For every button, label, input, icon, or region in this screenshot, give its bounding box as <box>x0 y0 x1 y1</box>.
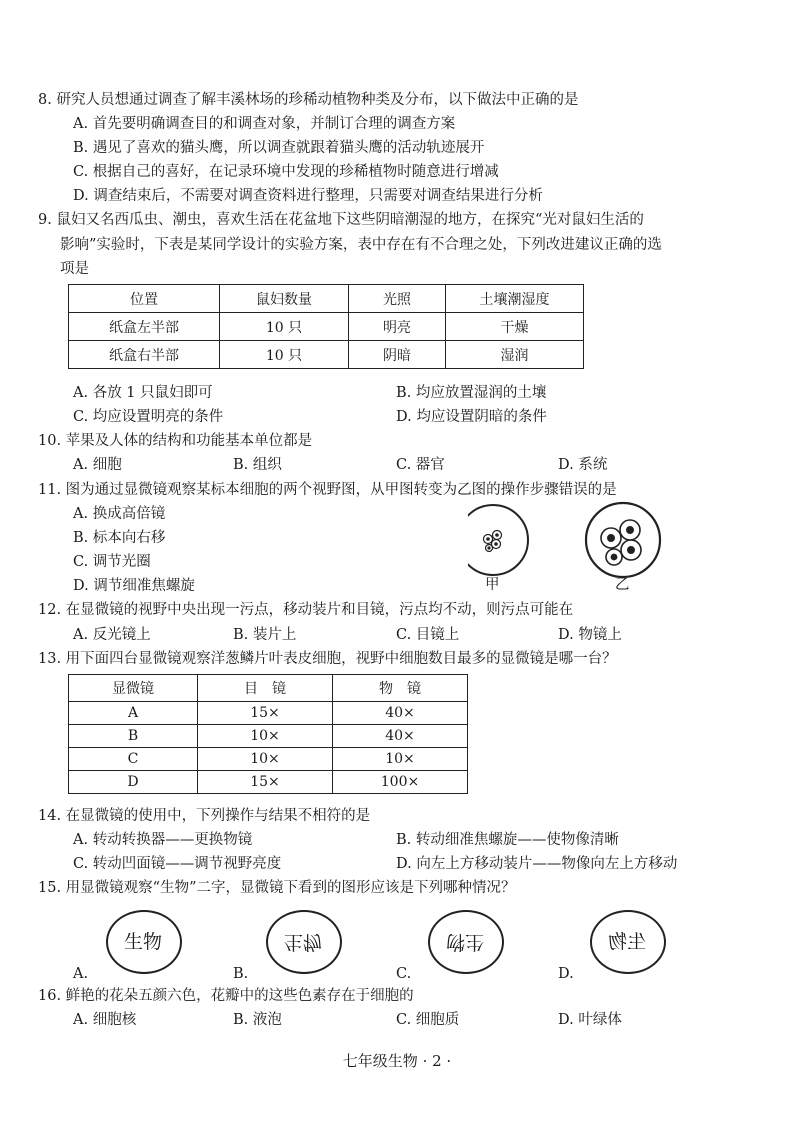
view-yi-circle <box>586 503 660 577</box>
q11-option-a: A. 换成高倍镜 <box>73 506 166 522</box>
table-row <box>69 771 468 794</box>
q12-option-a: A. 反光镜上 <box>73 627 151 643</box>
small-cells-cluster <box>484 531 502 552</box>
q16-stem: 16. 鲜艳的花朵五颜六色，花瓣中的这些色素存在于细胞的 <box>38 988 414 1004</box>
q11-label-jia: 甲 <box>485 577 500 593</box>
q9-stem-line3: 项是 <box>60 261 89 277</box>
table-cell: B <box>69 725 198 748</box>
table-cell: 10× <box>198 748 333 771</box>
table-cell: 纸盒右半部 <box>69 341 220 369</box>
q12-option-c: C. 目镜上 <box>396 627 460 643</box>
q9-stem-line1: 9. 鼠妇又名西瓜虫、潮虫，喜欢生活在花盆地下这些阴暗潮湿的地方，在探究“光对鼠妇生活的 <box>38 212 644 228</box>
table-cell: 10× <box>198 725 333 748</box>
q9-stem-line2: 影响”实验时，下表是某同学设计的实验方案，表中存在有不合理之处，下列改进建议正确的选 <box>60 237 662 253</box>
q15-option-c-word: 生物 <box>446 931 485 953</box>
table-cell: 纸盒左半部 <box>69 313 220 341</box>
q14-stem: 14. 在显微镜的使用中，下列操作与结果不相符的是 <box>38 808 371 824</box>
table-header-row <box>69 675 468 702</box>
q15-option-a-word: 生物 <box>124 931 163 953</box>
q15-option-b-word: 生物 <box>284 931 323 953</box>
q9-option-c: C. 均应设置明亮的条件 <box>73 409 224 425</box>
table-header-cell: 鼠妇数量 <box>220 285 349 313</box>
q8-stem: 8. 研究人员想通过调查了解丰溪林场的珍稀动植物种类及分布，以下做法中正确的是 <box>38 92 579 108</box>
table-header-cell: 物 镜 <box>333 675 468 702</box>
table-cell: 40× <box>333 725 468 748</box>
table-cell: 干燥 <box>446 313 584 341</box>
table-cell: 阴暗 <box>349 341 446 369</box>
table-cell: 明亮 <box>349 313 446 341</box>
page-footer: 七年级生物 · 2 · <box>342 1052 452 1070</box>
table-header-cell: 光照 <box>349 285 446 313</box>
table-row <box>69 341 584 369</box>
q8-option-b: B. 遇见了喜欢的猫头鹰，所以调查就跟着猫头鹰的活动轨迹展开 <box>73 140 485 156</box>
q12-stem: 12. 在显微镜的视野中央出现一污点，移动装片和目镜，污点均不动，则污点可能在 <box>38 602 574 618</box>
table-cell: 100× <box>333 771 468 794</box>
table-header-cell: 土壤潮湿度 <box>446 285 584 313</box>
q10-option-c: C. 器官 <box>396 457 445 473</box>
q15-option-d-label: D. <box>558 966 574 982</box>
q15-option-c-label: C. <box>396 966 412 982</box>
q8-option-c: C. 根据自己的喜好，在记录环境中发现的珍稀植物时随意进行增减 <box>73 164 499 180</box>
table-cell: D <box>69 771 198 794</box>
table-row <box>69 702 468 725</box>
table-cell: 10× <box>333 748 468 771</box>
q16-option-c: C. 细胞质 <box>396 1012 460 1028</box>
table-cell: 40× <box>333 702 468 725</box>
table-cell: C <box>69 748 198 771</box>
q12-option-d: D. 物镜上 <box>558 627 622 643</box>
q15-stem: 15. 用显微镜观察“生物”二字，显微镜下看到的图形应该是下列哪种情况？ <box>38 880 516 896</box>
table-cell: 15× <box>198 702 333 725</box>
q8-option-a: A. 首先要明确调查目的和调查对象，并制订合理的调查方案 <box>73 116 456 132</box>
q9-option-b: B. 均应放置湿润的土壤 <box>396 385 547 401</box>
q9-table <box>68 284 584 369</box>
q15-option-a-label: A. <box>73 966 89 982</box>
q10-option-a: A. 细胞 <box>73 457 122 473</box>
table-header-cell: 显微镜 <box>69 675 198 702</box>
table-cell: 10 只 <box>220 341 349 369</box>
q13-stem: 13. 用下面四台显微镜观察洋葱鳞片叶表皮细胞，视野中细胞数目最多的显微镜是哪一台？ <box>38 651 617 667</box>
q13-table <box>68 674 468 794</box>
large-cells-cluster <box>601 520 641 565</box>
q9-option-a: A. 各放 1 只鼠妇即可 <box>73 385 213 401</box>
table-row <box>69 313 584 341</box>
table-header-row <box>69 285 584 313</box>
q12-option-b: B. 装片上 <box>233 627 297 643</box>
table-header-cell: 目 镜 <box>198 675 333 702</box>
q11-stem: 11. 图为通过显微镜观察某标本细胞的两个视野图，从甲图转变为乙图的操作步骤错误的是 <box>38 482 617 498</box>
q14-option-c: C. 转动凹面镜——调节视野亮度 <box>73 856 282 872</box>
table-row <box>69 748 468 771</box>
table-cell: 10 只 <box>220 313 349 341</box>
q11-option-b: B. 标本向右移 <box>73 530 166 546</box>
q9-option-d: D. 均应设置阴暗的条件 <box>396 409 547 425</box>
table-header-cell: 位置 <box>69 285 220 313</box>
q11-option-d: D. 调节细准焦螺旋 <box>73 578 195 594</box>
q10-stem: 10. 苹果及人体的结构和功能基本单位都是 <box>38 433 313 449</box>
q8-option-d: D. 调查结束后，不需要对调查资料进行整理，只需要对调查结果进行分析 <box>73 188 543 204</box>
table-row <box>69 725 468 748</box>
q10-option-b: B. 组织 <box>233 457 282 473</box>
q14-option-a: A. 转动转换器——更换物镜 <box>73 832 253 848</box>
q16-option-b: B. 液泡 <box>233 1012 282 1028</box>
q14-option-b: B. 转动细准焦螺旋——使物像清晰 <box>396 832 619 848</box>
q16-option-d: D. 叶绿体 <box>558 1012 622 1028</box>
q10-option-d: D. 系统 <box>558 457 608 473</box>
q11-option-c: C. 调节光圈 <box>73 554 151 570</box>
q15-option-b-label: B. <box>233 966 249 982</box>
table-cell: A <box>69 702 198 725</box>
q16-option-a: A. 细胞核 <box>73 1012 137 1028</box>
table-cell: 湿润 <box>446 341 584 369</box>
table-cell: 15× <box>198 771 333 794</box>
q14-option-d: D. 向左上方移动装片——物像向左上方移动 <box>396 856 678 872</box>
q15-option-d-word: 生物 <box>608 931 647 953</box>
q11-label-yi: 乙 <box>615 577 630 593</box>
